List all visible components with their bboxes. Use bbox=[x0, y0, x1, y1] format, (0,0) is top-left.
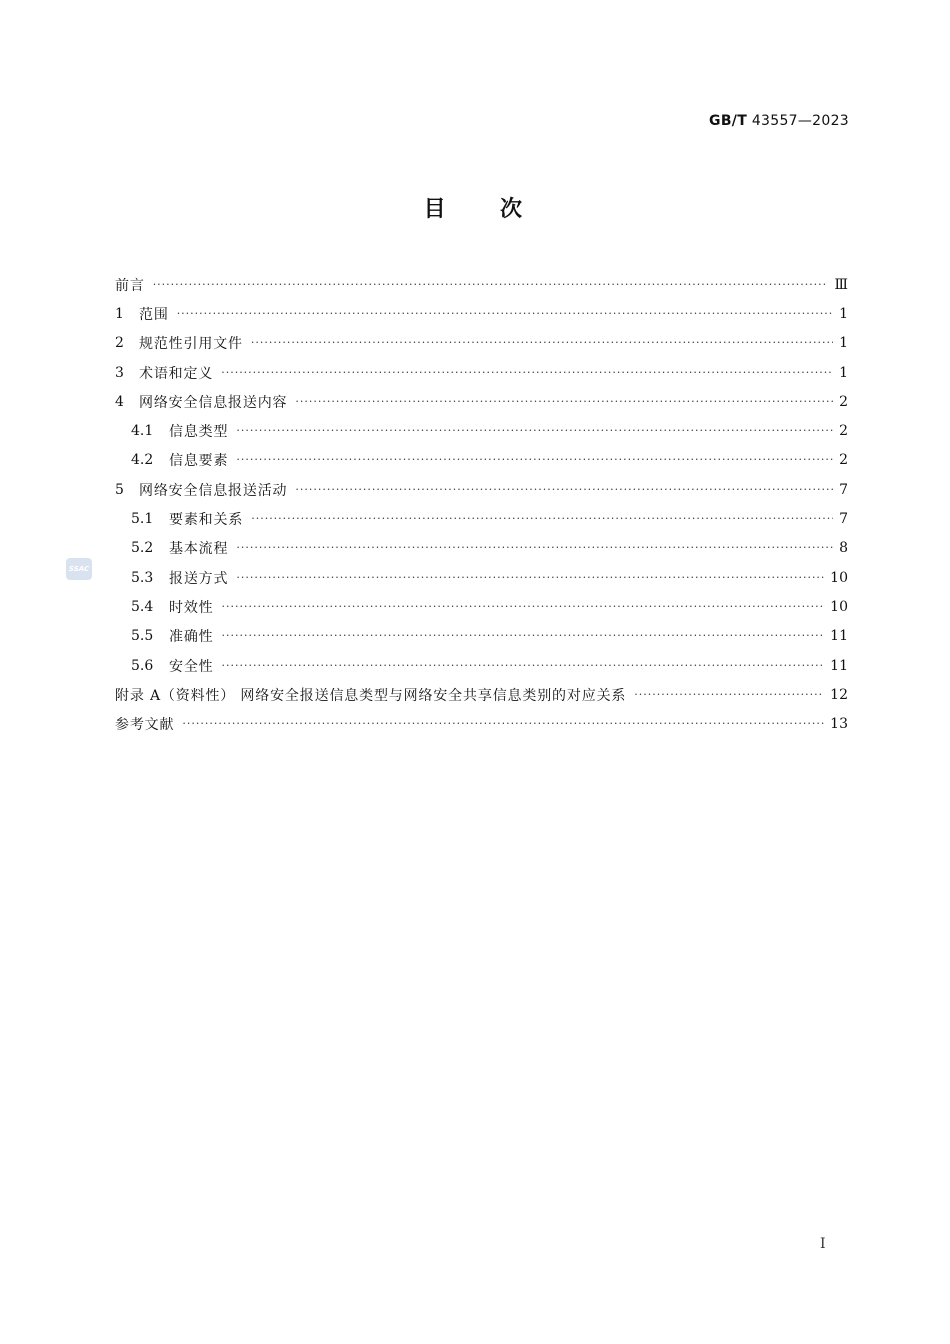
toc-dot-leader bbox=[251, 512, 833, 526]
toc-entry-title: 安全性 bbox=[169, 658, 214, 675]
title-part-2: 次 bbox=[500, 197, 527, 222]
toc-entry[interactable] bbox=[115, 475, 848, 504]
toc-entry-page: 11 bbox=[830, 628, 848, 645]
toc-entry[interactable] bbox=[115, 534, 848, 563]
toc-entry[interactable] bbox=[115, 709, 848, 738]
toc-entry-title: 网络安全信息报送活动 bbox=[139, 482, 288, 499]
toc-entry-page: 12 bbox=[830, 686, 848, 703]
toc-entry-number: 4.1 bbox=[131, 423, 154, 440]
toc-entry[interactable] bbox=[115, 504, 848, 533]
toc-dot-leader bbox=[634, 688, 824, 702]
toc-entry-number: 5.3 bbox=[131, 569, 154, 586]
toc-entry-number: 1 bbox=[115, 305, 124, 322]
toc-entry-page: 7 bbox=[839, 511, 848, 528]
toc-entry-page: 11 bbox=[830, 657, 848, 674]
toc-entry-title: 网络安全信息报送内容 bbox=[139, 394, 288, 411]
toc-entry-page: 10 bbox=[830, 569, 848, 586]
toc-entry[interactable] bbox=[115, 563, 848, 592]
page-folio: I bbox=[820, 1236, 826, 1252]
toc-dot-leader bbox=[222, 629, 825, 643]
toc-entry-title: 术语和定义 bbox=[139, 365, 214, 382]
table-of-contents bbox=[115, 270, 848, 739]
toc-dot-leader bbox=[295, 483, 833, 497]
toc-entry[interactable] bbox=[115, 329, 848, 358]
title-part-1: 目 bbox=[423, 197, 450, 222]
toc-entry-page: 7 bbox=[839, 481, 848, 498]
toc-entry-page: 1 bbox=[839, 305, 848, 322]
toc-dot-leader bbox=[177, 307, 833, 321]
toc-dot-leader bbox=[182, 717, 824, 731]
toc-entry-title: 附录 A（资料性） 网络安全报送信息类型与网络安全共享信息类别的对应关系 bbox=[115, 687, 627, 704]
toc-entry-title: 规范性引用文件 bbox=[139, 336, 243, 353]
toc-entry-page: 10 bbox=[830, 598, 848, 615]
toc-entry-number: 2 bbox=[115, 335, 124, 352]
toc-dot-leader bbox=[295, 395, 833, 409]
toc-entry-title: 准确性 bbox=[169, 629, 214, 646]
toc-dot-leader bbox=[153, 278, 829, 292]
toc-entry[interactable] bbox=[115, 299, 848, 328]
toc-entry-page: 2 bbox=[839, 393, 848, 410]
toc-dot-leader bbox=[221, 366, 833, 380]
toc-entry-number: 4 bbox=[115, 393, 124, 410]
toc-entry[interactable] bbox=[115, 651, 848, 680]
toc-entry[interactable] bbox=[115, 446, 848, 475]
toc-entry-page: 13 bbox=[830, 716, 848, 733]
standard-prefix: GB/T bbox=[709, 113, 748, 129]
toc-entry-title: 信息要素 bbox=[169, 453, 229, 470]
toc-entry-number: 3 bbox=[115, 364, 124, 381]
toc-entry-number: 5.2 bbox=[131, 540, 154, 557]
toc-entry[interactable] bbox=[115, 270, 848, 299]
toc-entry-number: 5.5 bbox=[131, 628, 154, 645]
toc-entry-page: 1 bbox=[839, 335, 848, 352]
toc-entry-title: 范围 bbox=[139, 306, 169, 323]
toc-entry-page: 1 bbox=[839, 364, 848, 381]
page-title bbox=[0, 192, 950, 223]
toc-entry-number: 5 bbox=[115, 481, 124, 498]
toc-entry[interactable] bbox=[115, 416, 848, 445]
toc-entry[interactable] bbox=[115, 680, 848, 709]
toc-entry-page: 2 bbox=[839, 423, 848, 440]
toc-entry-title: 报送方式 bbox=[169, 570, 229, 587]
toc-dot-leader bbox=[236, 453, 833, 467]
toc-dot-leader bbox=[236, 541, 833, 555]
toc-dot-leader bbox=[236, 571, 824, 585]
toc-dot-leader bbox=[251, 336, 833, 350]
toc-entry-page: Ⅲ bbox=[834, 276, 848, 293]
toc-entry-title: 前言 bbox=[115, 277, 145, 294]
toc-entry-number: 5.4 bbox=[131, 598, 154, 615]
toc-dot-leader bbox=[222, 659, 825, 673]
toc-entry-number: 4.2 bbox=[131, 452, 154, 469]
toc-entry-title: 要素和关系 bbox=[169, 512, 244, 529]
toc-entry-title: 基本流程 bbox=[169, 541, 229, 558]
toc-dot-leader bbox=[222, 600, 825, 614]
toc-dot-leader bbox=[236, 424, 833, 438]
toc-entry-page: 8 bbox=[839, 540, 848, 557]
toc-entry-title: 信息类型 bbox=[169, 424, 229, 441]
sac-watermark-logo: SSAC bbox=[66, 558, 92, 580]
standard-code: 43557—2023 bbox=[751, 113, 849, 129]
toc-entry-title: 参考文献 bbox=[115, 717, 175, 734]
toc-entry-page: 2 bbox=[839, 452, 848, 469]
toc-entry[interactable] bbox=[115, 592, 848, 621]
toc-entry-number: 5.6 bbox=[131, 657, 154, 674]
toc-entry-title: 时效性 bbox=[169, 599, 214, 616]
toc-entry[interactable] bbox=[115, 622, 848, 651]
toc-entry[interactable] bbox=[115, 387, 848, 416]
toc-entry-number: 5.1 bbox=[131, 511, 154, 528]
toc-entry[interactable] bbox=[115, 358, 848, 387]
standard-number bbox=[709, 113, 849, 129]
